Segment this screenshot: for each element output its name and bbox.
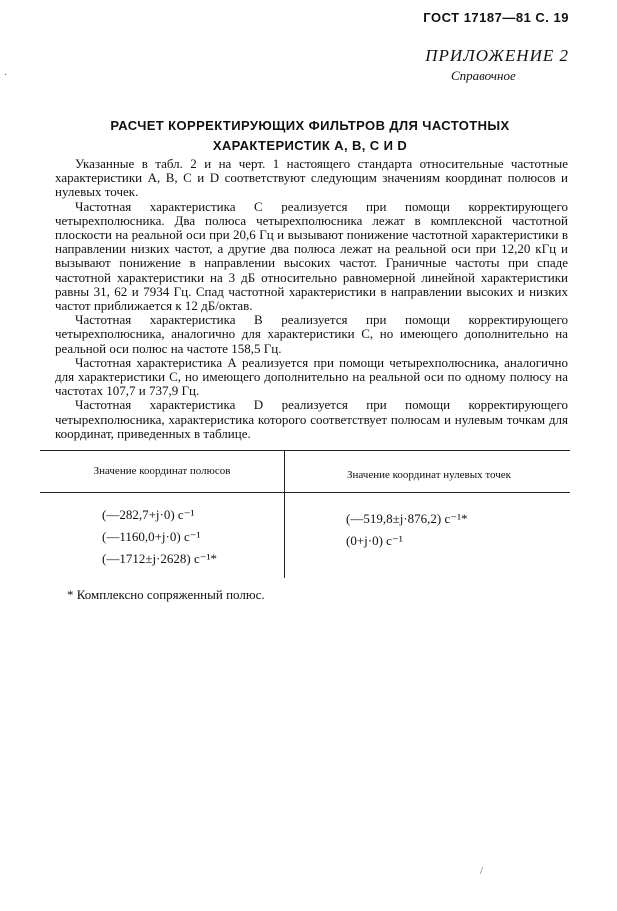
pole-value: (—282,7+j·0) с⁻¹	[102, 507, 195, 522]
table-top-rule	[40, 450, 570, 451]
paragraph-characteristic-d: Частотная характеристика D реализуется при помощи корректирующего четырехполюсника, характеристика которого соответствует полюсам и нулевым точкам для координат, приведенных в таблице.	[55, 397, 568, 441]
body-text	[55, 157, 568, 441]
document-title	[100, 116, 520, 156]
coordinates-table	[40, 450, 570, 578]
title-line-1: РАСЧЕТ КОРРЕКТИРУЮЩИХ ФИЛЬТРОВ ДЛЯ ЧАСТОТНЫХ	[110, 118, 510, 133]
zero-value: (0+j·0) с⁻¹	[346, 533, 403, 548]
zero-value: (—519,8±j·876,2) с⁻¹*	[346, 511, 468, 526]
appendix-subtitle: Справочное	[451, 68, 516, 83]
scan-speck: ·	[4, 70, 8, 81]
paragraph-characteristic-a: Частотная характеристика А реализуется при помощи четырехполюсника, аналогично для характеристики С, но имеющего дополнительно на реальной оси по одному полюсу на частотах 107,7 и 737,9 Гц.	[55, 354, 568, 399]
poles-column	[102, 504, 217, 570]
column-header-zeros: Значение координат нулевых точек	[346, 469, 512, 481]
standard-header: ГОСТ 17187—81 С. 19	[423, 10, 569, 25]
appendix-title: ПРИЛОЖЕНИЕ 2	[425, 46, 569, 65]
footnote: * Комплексно сопряженный полюс.	[67, 587, 265, 602]
scan-speck: /	[480, 866, 483, 877]
pole-value: (—1712±j·2628) с⁻¹*	[102, 551, 218, 566]
table-column-divider	[284, 450, 285, 578]
paragraph-intro: Указанные в табл. 2 и на черт. 1 настоящего стандарта относительные частотные характеристики А, В, С и D соответствуют следующим значениям координат полюсов и нулевых точек.	[55, 156, 568, 200]
zeros-column	[346, 508, 468, 552]
title-line-2: ХАРАКТЕРИСТИК А, В, С И D	[212, 138, 408, 153]
column-header-poles: Значение координат полюсов	[93, 465, 231, 477]
paragraph-characteristic-b: Частотная характеристика В реализуется при помощи корректирующего четырехполюсника, аналогично для характеристики С, но имеющего дополнительно на реальной оси полюс на частоте 158,5 Гц.	[55, 312, 568, 356]
pole-value: (—1160,0+j·0) с⁻¹	[102, 529, 201, 544]
table-header-rule	[40, 492, 570, 493]
paragraph-characteristic-c: Частотная характеристика С реализуется при помощи корректирующего четырехполюсника. Два полюса четырехполюсника лежат в комплексной частотной плоскости на реальной оси при 20,6 Гц и вызывают понижение частотной характеристики в направлении низких частот, а другие два полюса лежат на реальной оси при 12,20 кГц и вызывают понижение в направлении высоких частот. Граничные частоты при спаде частотной характеристики на 3 дБ относительно равномерной линейной характеристики равны 31, 62 и 7934 Гц. Спад частотной характеристики в направлении высоких и низких частот приближается к 12 дБ/октав.	[55, 198, 568, 314]
